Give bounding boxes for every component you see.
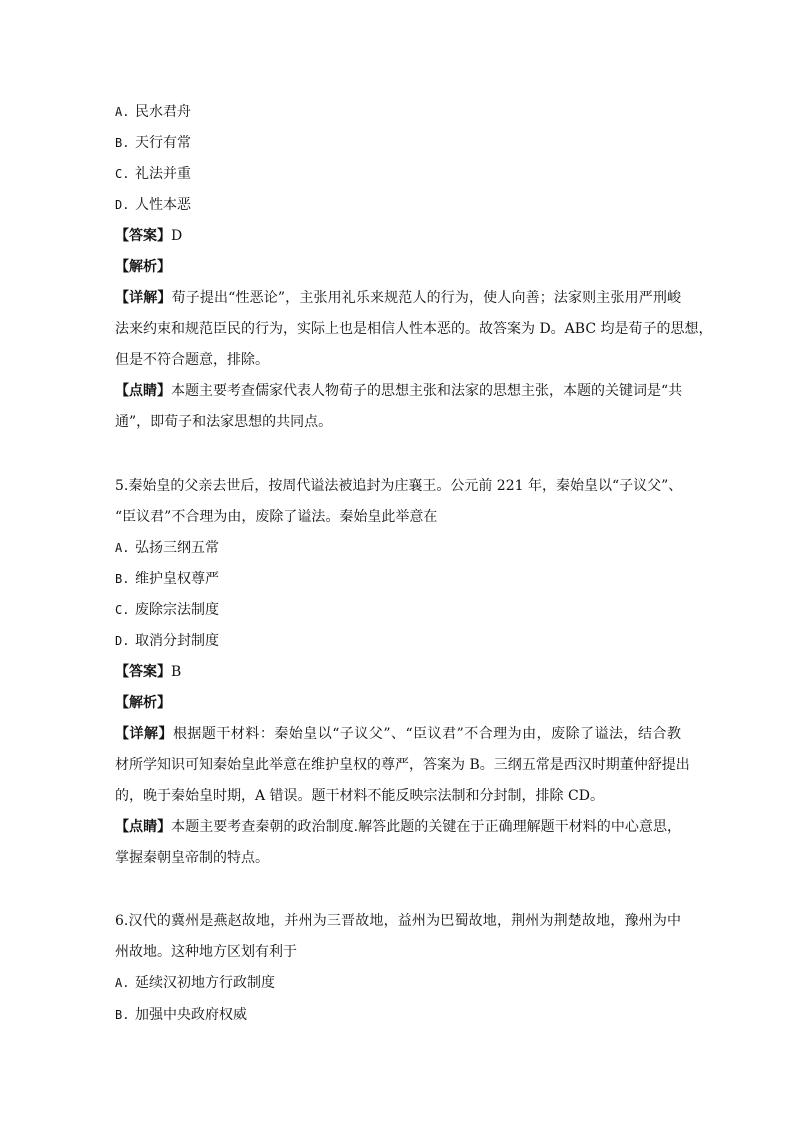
detail-tag: 【详解】 <box>115 290 172 306</box>
option-text: 弘扬三纲五常 <box>135 540 219 556</box>
option-letter: A. <box>115 541 130 555</box>
option-letter: C. <box>115 167 130 181</box>
q5-analysis-heading <box>115 693 171 713</box>
option-text: 民水君舟 <box>135 104 191 120</box>
answer-value: B <box>171 664 182 680</box>
option-letter: B. <box>115 572 130 586</box>
q4-option-b <box>115 133 191 153</box>
answer-tag: 【答案】 <box>115 664 171 680</box>
detail-tag: 【详解】 <box>115 726 173 742</box>
q4-analysis-heading <box>115 257 171 277</box>
q6-stem-line-2: 州故地。这种地方区划有利于 <box>115 944 297 960</box>
q5-point-line-1 <box>115 817 681 837</box>
analysis-tag: 【解析】 <box>115 259 171 275</box>
answer-tag: 【答案】 <box>115 228 171 244</box>
option-letter: C. <box>115 603 130 617</box>
q5-option-c <box>115 600 219 620</box>
q5-option-b <box>115 569 219 589</box>
q5-option-a <box>115 538 219 558</box>
option-letter: B. <box>115 1008 130 1022</box>
option-text: 加强中央政府权威 <box>135 1007 247 1023</box>
q4-point-line-2: 通”，即荀子和法家思想的共同点。 <box>115 414 333 430</box>
option-text: 礼法并重 <box>135 166 191 182</box>
option-text: 延续汉初地方行政制度 <box>135 975 275 991</box>
option-text: 取消分封制度 <box>135 633 219 649</box>
q5-point-line-2: 掌握秦朝皇帝制的特点。 <box>115 850 269 866</box>
detail-text: 荀子提出“性恶论”，主张用礼乐来规范人的行为，使人向善；法家则主张用严刑峻 <box>171 290 682 306</box>
q5-option-d <box>115 631 219 651</box>
answer-value: D <box>171 228 183 244</box>
q4-answer <box>115 226 182 246</box>
option-text: 废除宗法制度 <box>135 602 219 618</box>
q6-stem-line-1: 6.汉代的冀州是燕赵故地，并州为三晋故地，益州为巴蜀故地，荆州为荆楚故地，豫州为中 <box>115 913 681 929</box>
analysis-tag: 【解析】 <box>115 695 171 711</box>
q4-option-a <box>115 102 191 122</box>
q5-detail-line-3: 的，晚于秦始皇时期，A 错误。题干材料不能反映宗法制和分封制，排除 CD。 <box>115 788 604 804</box>
option-letter: B. <box>115 136 130 150</box>
q5-stem-line-1: 5.秦始皇的父亲去世后，按周代谥法被追封为庄襄王。公元前 221 年，秦始皇以“子议父”、 <box>115 478 683 494</box>
point-tag: 【点睛】 <box>115 819 172 835</box>
q4-detail-line-2: 法来约束和规范臣民的行为，实际上也是相信人性本恶的。故答案为 D。ABC 均是荀子的思想， <box>115 321 713 337</box>
q4-option-c <box>115 164 191 184</box>
option-letter: A. <box>115 105 130 119</box>
point-text: 本题主要考查儒家代表人物荀子的思想主张和法家的思想主张，本题的关键词是“共 <box>171 383 683 399</box>
option-letter: D. <box>115 634 130 648</box>
detail-text: 根据题干材料：秦始皇以“子议父”、“臣议君”不合理为由，废除了谥法，结合教 <box>172 726 681 742</box>
point-text: 本题主要考查秦朝的政治制度.解答此题的关键在于正确理解题干材料的中心意思， <box>171 819 681 835</box>
q6-option-a <box>115 973 275 993</box>
q5-answer <box>115 662 181 682</box>
option-text: 人性本恶 <box>135 197 191 213</box>
q5-stem-line-2: “臣议君”不合理为由，废除了谥法。秦始皇此举意在 <box>115 509 438 525</box>
point-tag: 【点睛】 <box>115 383 171 399</box>
q6-option-b <box>115 1005 247 1025</box>
option-text: 维护皇权尊严 <box>135 571 219 587</box>
option-letter: A. <box>115 976 130 990</box>
option-text: 天行有常 <box>135 135 191 151</box>
q4-option-d <box>115 195 191 215</box>
q5-detail-line-1 <box>115 724 681 744</box>
q4-point-line-1 <box>115 381 681 401</box>
q4-detail-line-1 <box>115 288 681 308</box>
q4-detail-line-3: 但是不符合题意，排除。 <box>115 352 269 368</box>
q5-detail-line-2: 材所学知识可知秦始皇此举意在维护皇权的尊严，答案为 B。三纲五常是西汉时期董仲舒提出 <box>115 757 690 773</box>
option-letter: D. <box>115 198 130 212</box>
